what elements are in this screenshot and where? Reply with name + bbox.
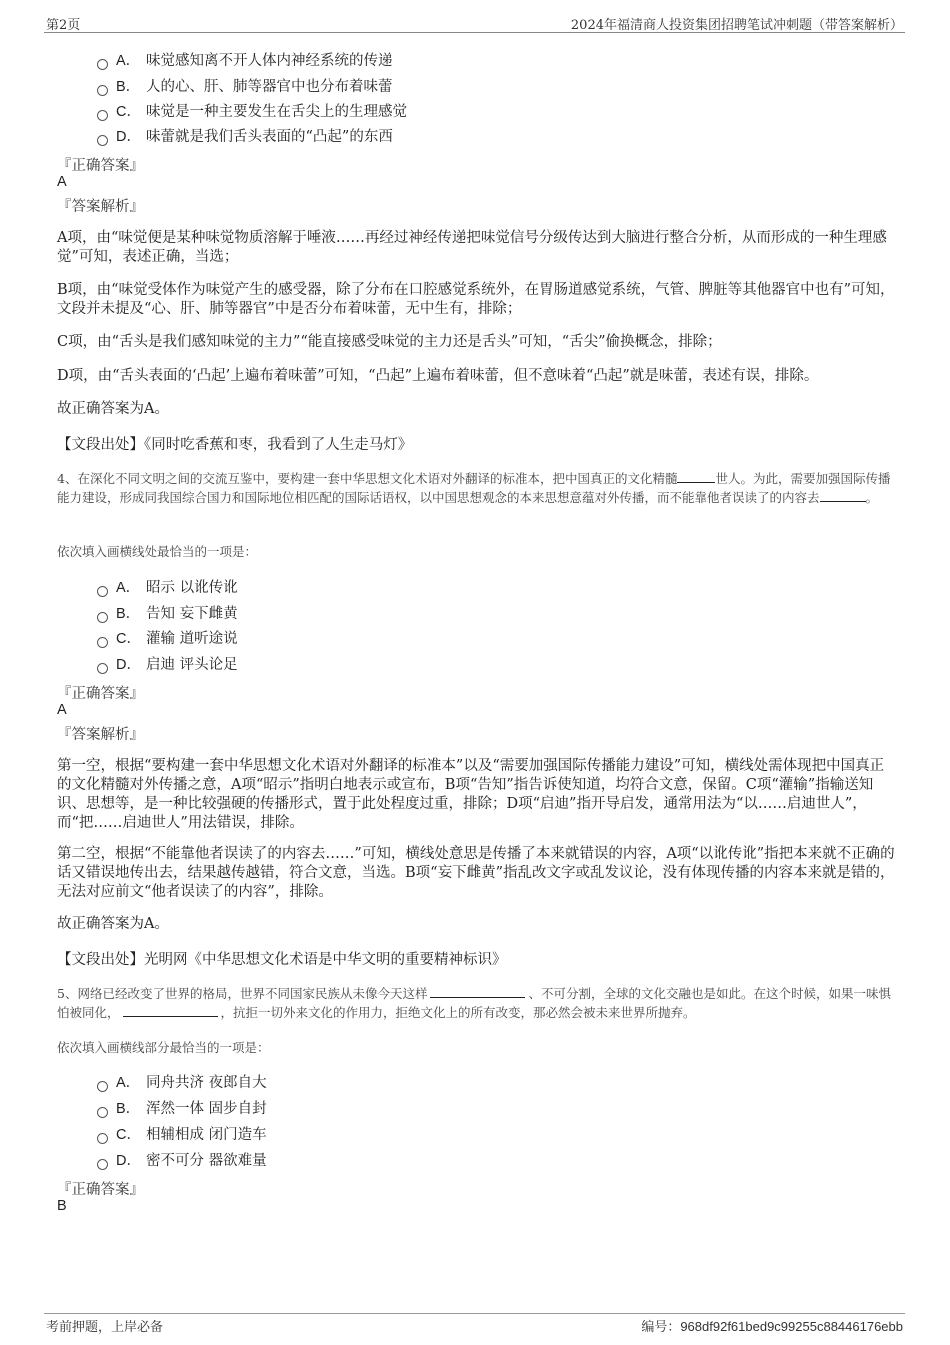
fill-blank — [677, 469, 715, 483]
page-header — [44, 12, 905, 33]
q4-option-c[interactable]: C． 灌输 道听途说 — [97, 629, 238, 649]
q5-option-b[interactable]: B． 浑然一体 固步自封 — [97, 1099, 267, 1119]
q4-analysis-first-blank: 第一空，根据“要构建一套中华思想文化术语对外翻译的标准本”以及“需要加强国际传播能力建设”可知，横线处需体现把中国真正的文化精髓对外传播之意，A项“昭示”指明白地表示或宣布，B项“告知”指告诉使知道，均符合文意，保留。C项“灌输”指输送知识、思想等，是一种比较强硬的传播形式，置于此处程度过重，排除；D项“启迪”指开导启发，通常用法为“以……启迪世人”，而“把……启迪世人”用法错误，排除。 — [57, 758, 885, 831]
fill-blank — [123, 1003, 218, 1017]
page-number: 第2页 — [46, 18, 81, 33]
radio-icon[interactable] — [97, 110, 108, 121]
footer-slogan: 考前押题，上岸必备 — [46, 1320, 164, 1335]
fill-blank — [430, 984, 525, 998]
q4-conclusion: 故正确答案为A。 — [57, 916, 169, 932]
q5-option-d[interactable]: D． 密不可分 器欲难量 — [97, 1151, 267, 1171]
q4-source: 【文段出处】光明网《中华思想文化术语是中华文明的重要精神标识》 — [57, 952, 507, 968]
radio-icon[interactable] — [97, 59, 108, 70]
q4-analysis-label: 『答案解析』 — [57, 727, 144, 743]
q4-option-d[interactable]: D． 启迪 评头论足 — [97, 655, 238, 675]
q3-analysis-a: A项，由“味觉便是某种味觉物质溶解于唾液……再经过神经传递把味觉信号分级传达到大脑进行整合分析，从而形成的一种生理感觉”可知，表述正确，当选； — [57, 230, 887, 265]
q3-analysis-c: C项，由“舌头是我们感知味觉的主力”“能直接感受味觉的主力还是舌头”可知，“舌尖”偷换概念，排除； — [57, 334, 722, 350]
q5-stem: 5、网络已经改变了世界的格局，世界不同国家民族从未像今天这样 、不可分割，全球的文化交融也是如此。在这个时候，如果一味惧怕被同化， ，抗拒一切外来文化的作用力，拒绝文化上的所有改变，那必然会被未来世界所抛弃。 — [57, 986, 891, 1020]
q5-answer: B — [57, 1198, 67, 1214]
document-code: 编号：968df92f61bed9c99255c88446176ebb — [641, 1319, 903, 1335]
q3-option-b[interactable]: B． 人的心、肝、肺等器官中也分布着味蕾 — [97, 77, 393, 97]
q4-option-a[interactable]: A． 昭示 以讹传讹 — [97, 578, 238, 598]
q5-option-a[interactable]: A． 同舟共济 夜郎自大 — [97, 1073, 267, 1093]
q4-stem: 4、在深化不同文明之间的交流互鉴中，要构建一套中华思想文化术语对外翻译的标准本，把中国真正的文化精髓 世人。为此，需要加强国际传播能力建设，形成同我国综合国力和国际地位相匹配的国际话语权，以中国思想观念的本来思想意蕴对外传播，而不能靠他者误读了的内容去 。 — [57, 471, 891, 505]
q3-option-d[interactable]: D． 味蕾就是我们舌头表面的“凸起”的东西 — [97, 127, 393, 147]
q5-option-c[interactable]: C． 相辅相成 闭门造车 — [97, 1125, 267, 1145]
q5-prompt: 依次填入画横线部分最恰当的一项是： — [57, 1040, 270, 1055]
q3-conclusion: 故正确答案为A。 — [57, 401, 169, 417]
radio-icon[interactable] — [97, 135, 108, 146]
q3-answer-label: 『正确答案』 — [57, 158, 144, 174]
q4-analysis-second-blank: 第二空，根据“不能靠他者误读了的内容去……”可知，横线处意思是传播了本来就错误的内容，A项“以讹传讹”指把本来就不正确的话又错误地传出去，结果越传越错，符合文意，当选。B项“妄下雌黄”指乱改文字或乱发议论，没有体现传播的内容本来就是错的，无法对应前文“他者误读了的内容”，排除。 — [57, 846, 895, 900]
radio-icon[interactable] — [97, 586, 108, 597]
q3-option-c[interactable]: C． 味觉是一种主要发生在舌尖上的生理感觉 — [97, 102, 407, 122]
q5-answer-label: 『正确答案』 — [57, 1182, 144, 1198]
q4-option-b[interactable]: B． 告知 妄下雌黄 — [97, 604, 238, 624]
radio-icon[interactable] — [97, 1133, 108, 1144]
q3-option-a[interactable]: A． 味觉感知离不开人体内神经系统的传递 — [97, 51, 393, 71]
radio-icon[interactable] — [97, 1107, 108, 1118]
q3-source: 【文段出处】《同时吃香蕉和枣，我看到了人生走马灯》 — [57, 437, 413, 453]
radio-icon[interactable] — [97, 637, 108, 648]
radio-icon[interactable] — [97, 1081, 108, 1092]
q3-analysis-label: 『答案解析』 — [57, 199, 144, 215]
radio-icon[interactable] — [97, 612, 108, 623]
fill-blank — [820, 488, 866, 502]
document-title: 2024年福清商人投资集团招聘笔试冲刺题（带答案解析） — [570, 18, 903, 33]
q4-prompt: 依次填入画横线处最恰当的一项是： — [57, 544, 258, 559]
radio-icon[interactable] — [97, 1159, 108, 1170]
q3-analysis-b: B项，由“味觉受体作为味觉产生的感受器，除了分布在口腔感觉系统外，在胃肠道感觉系统，气管、脾脏等其他器官中也有”可知，文段并未提及“心、肝、肺等器官”中是否分布着味蕾，无中生有，排除； — [57, 282, 895, 317]
page-footer — [44, 1313, 905, 1334]
q3-answer: A — [57, 174, 67, 190]
radio-icon[interactable] — [97, 85, 108, 96]
q4-answer-label: 『正确答案』 — [57, 686, 144, 702]
q4-answer: A — [57, 702, 67, 718]
radio-icon[interactable] — [97, 663, 108, 674]
q3-analysis-d: D项，由“舌头表面的‘凸起’上遍布着味蕾”可知，“凸起”上遍布着味蕾，但不意味着“凸起”就是味蕾，表述有误，排除。 — [57, 368, 819, 384]
